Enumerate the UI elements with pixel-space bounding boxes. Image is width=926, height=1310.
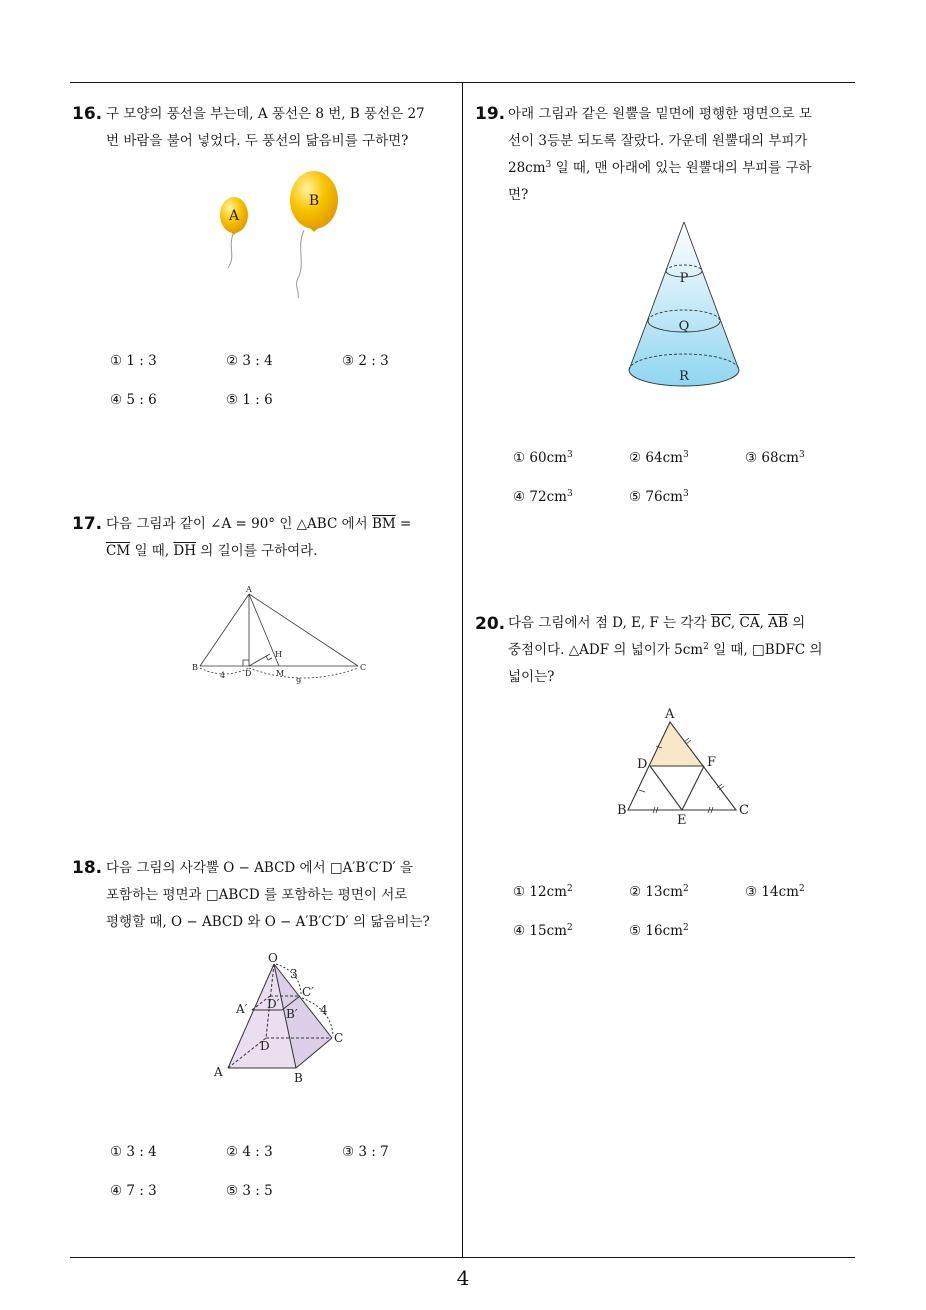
question-line: 중점이다. △ADF 의 넓이가 $5cm^2$ 일 때, □BDFC 의 (508, 642, 823, 658)
option-2[interactable]: ② 3 : 4 (226, 353, 273, 369)
question-line: 평행할 때, O − ABCD 와 O − A′B′C′D′ 의 닮음비는? (106, 914, 430, 930)
balloon-a-string (228, 234, 233, 268)
option-5[interactable]: ⑤ $76cm^3$ (629, 489, 689, 505)
question-number: 19. (475, 104, 506, 124)
option-4[interactable]: ④ 5 : 6 (110, 392, 157, 408)
column-divider (462, 82, 463, 1258)
question-line: $\overline{CM}$ 일 때, $\overline{DH}$ 의 길이를 구하여라. (106, 543, 318, 559)
segment-cm: $\overline{CM}$ (106, 543, 131, 559)
segment-bc: $\overline{BC}$ (710, 615, 731, 631)
question-number: 16. (72, 104, 103, 124)
option-3[interactable]: ③ $68cm^3$ (745, 450, 805, 466)
right-triangle-figure (190, 582, 370, 686)
option-1[interactable]: ① 1 : 3 (110, 353, 157, 369)
question-text (106, 101, 456, 155)
option-1[interactable]: ① 3 : 4 (110, 1144, 157, 1160)
segment-ab: $\overline{AB}$ (768, 615, 788, 631)
option-5[interactable]: ⑤ $16cm^2$ (629, 923, 689, 939)
question-line: 넓이는? (508, 669, 555, 685)
question-line: 아래 그림과 같은 원뿔을 밑면에 평행한 평면으로 모 (508, 106, 812, 122)
option-4[interactable]: ④ $72cm^3$ (513, 489, 573, 505)
label-c: C (739, 803, 749, 818)
question-line: 포함하는 평면과 □ABCD 를 포함하는 평면이 서로 (106, 887, 408, 903)
label-a: A (246, 585, 252, 594)
question-line: 선이 3등분 되도록 잘랐다. 가운데 원뿔대의 부피가 (508, 133, 808, 149)
question-line: 구 모양의 풍선을 부는데, A 풍선은 8 번, B 풍선은 27 (106, 106, 425, 122)
question-number: 18. (72, 858, 103, 878)
question-text (106, 511, 458, 565)
question-line: 다음 그림과 같이 ∠A = 90° 인 △ABC 에서 $\overline{BM}$ = (106, 516, 412, 532)
balloon-b-string (297, 230, 304, 298)
label-m: M (276, 669, 285, 678)
label-f: F (707, 755, 717, 770)
option-4[interactable]: ④ $15cm^2$ (513, 923, 573, 939)
question-line: 면? (508, 187, 529, 203)
label-b: B (617, 803, 627, 818)
question-line: 다음 그림에서 점 D, E, F 는 각각 $\overline{BC}$, $\overline{CA}$, $\overline{AB}$ 의 (508, 615, 806, 631)
question-text (106, 855, 458, 936)
question-number: 20. (475, 614, 506, 634)
cone-figure (622, 220, 746, 400)
balloon-b-label: B (308, 193, 320, 209)
question-line: 번 바람을 불어 넣었다. 두 풍선의 닮음비를 구하면? (106, 133, 409, 149)
label-d: D (245, 669, 252, 678)
option-3[interactable]: ③ 2 : 3 (342, 353, 389, 369)
question-text (508, 101, 858, 209)
label-d-prime: D′ (267, 997, 280, 1011)
balloon-a-label: A (228, 208, 240, 224)
label-a-prime: A′ (236, 1002, 248, 1016)
label-c-prime: C′ (302, 985, 314, 999)
label-d: D (260, 1039, 270, 1053)
segment-bm: $\overline{BM}$ (371, 516, 396, 532)
option-5[interactable]: ⑤ 3 : 5 (226, 1183, 273, 1199)
label-q: Q (678, 319, 690, 334)
question-line: $28cm^3$ 일 때, 맨 아래에 있는 원뿔대의 부피를 구하 (508, 160, 812, 176)
label-9: 9 (296, 677, 302, 686)
label-b: B (294, 1071, 303, 1085)
option-2[interactable]: ② $64cm^3$ (629, 450, 689, 466)
option-3[interactable]: ③ 3 : 7 (342, 1144, 389, 1160)
question-number: 17. (72, 514, 103, 534)
label-p: P (679, 271, 689, 286)
question-text (508, 610, 860, 691)
question-line: 다음 그림의 사각뿔 O − ABCD 에서 □A′B′C′D′ 을 (106, 860, 414, 876)
label-3: 3 (290, 967, 298, 981)
option-2[interactable]: ② 4 : 3 (226, 1144, 273, 1160)
pyramid-figure (210, 950, 360, 1088)
option-5[interactable]: ⑤ 1 : 6 (226, 392, 273, 408)
label-c: C (360, 663, 367, 672)
label-c: C (334, 1031, 344, 1045)
label-o: O (268, 951, 278, 965)
label-e: E (677, 813, 687, 828)
label-b-prime: B′ (286, 1007, 298, 1021)
segment-ca: $\overline{CA}$ (739, 615, 760, 631)
option-3[interactable]: ③ $14cm^2$ (745, 884, 805, 900)
label-d: D (637, 757, 648, 772)
midpoint-triangle-figure (612, 704, 758, 828)
label-4: 4 (320, 1003, 328, 1017)
label-b: B (192, 663, 198, 672)
label-a: A (665, 707, 675, 722)
balloons-figure (210, 168, 350, 303)
option-2[interactable]: ② $13cm^2$ (629, 884, 689, 900)
page-number: 4 (456, 1266, 470, 1290)
segment-dh: $\overline{DH}$ (173, 543, 197, 559)
option-1[interactable]: ① $60cm^3$ (513, 450, 573, 466)
option-1[interactable]: ① $12cm^2$ (513, 884, 573, 900)
label-a: A (214, 1065, 223, 1079)
label-r: R (679, 369, 689, 384)
label-4: 4 (220, 671, 226, 680)
label-h: H (275, 650, 282, 659)
option-4[interactable]: ④ 7 : 3 (110, 1183, 157, 1199)
